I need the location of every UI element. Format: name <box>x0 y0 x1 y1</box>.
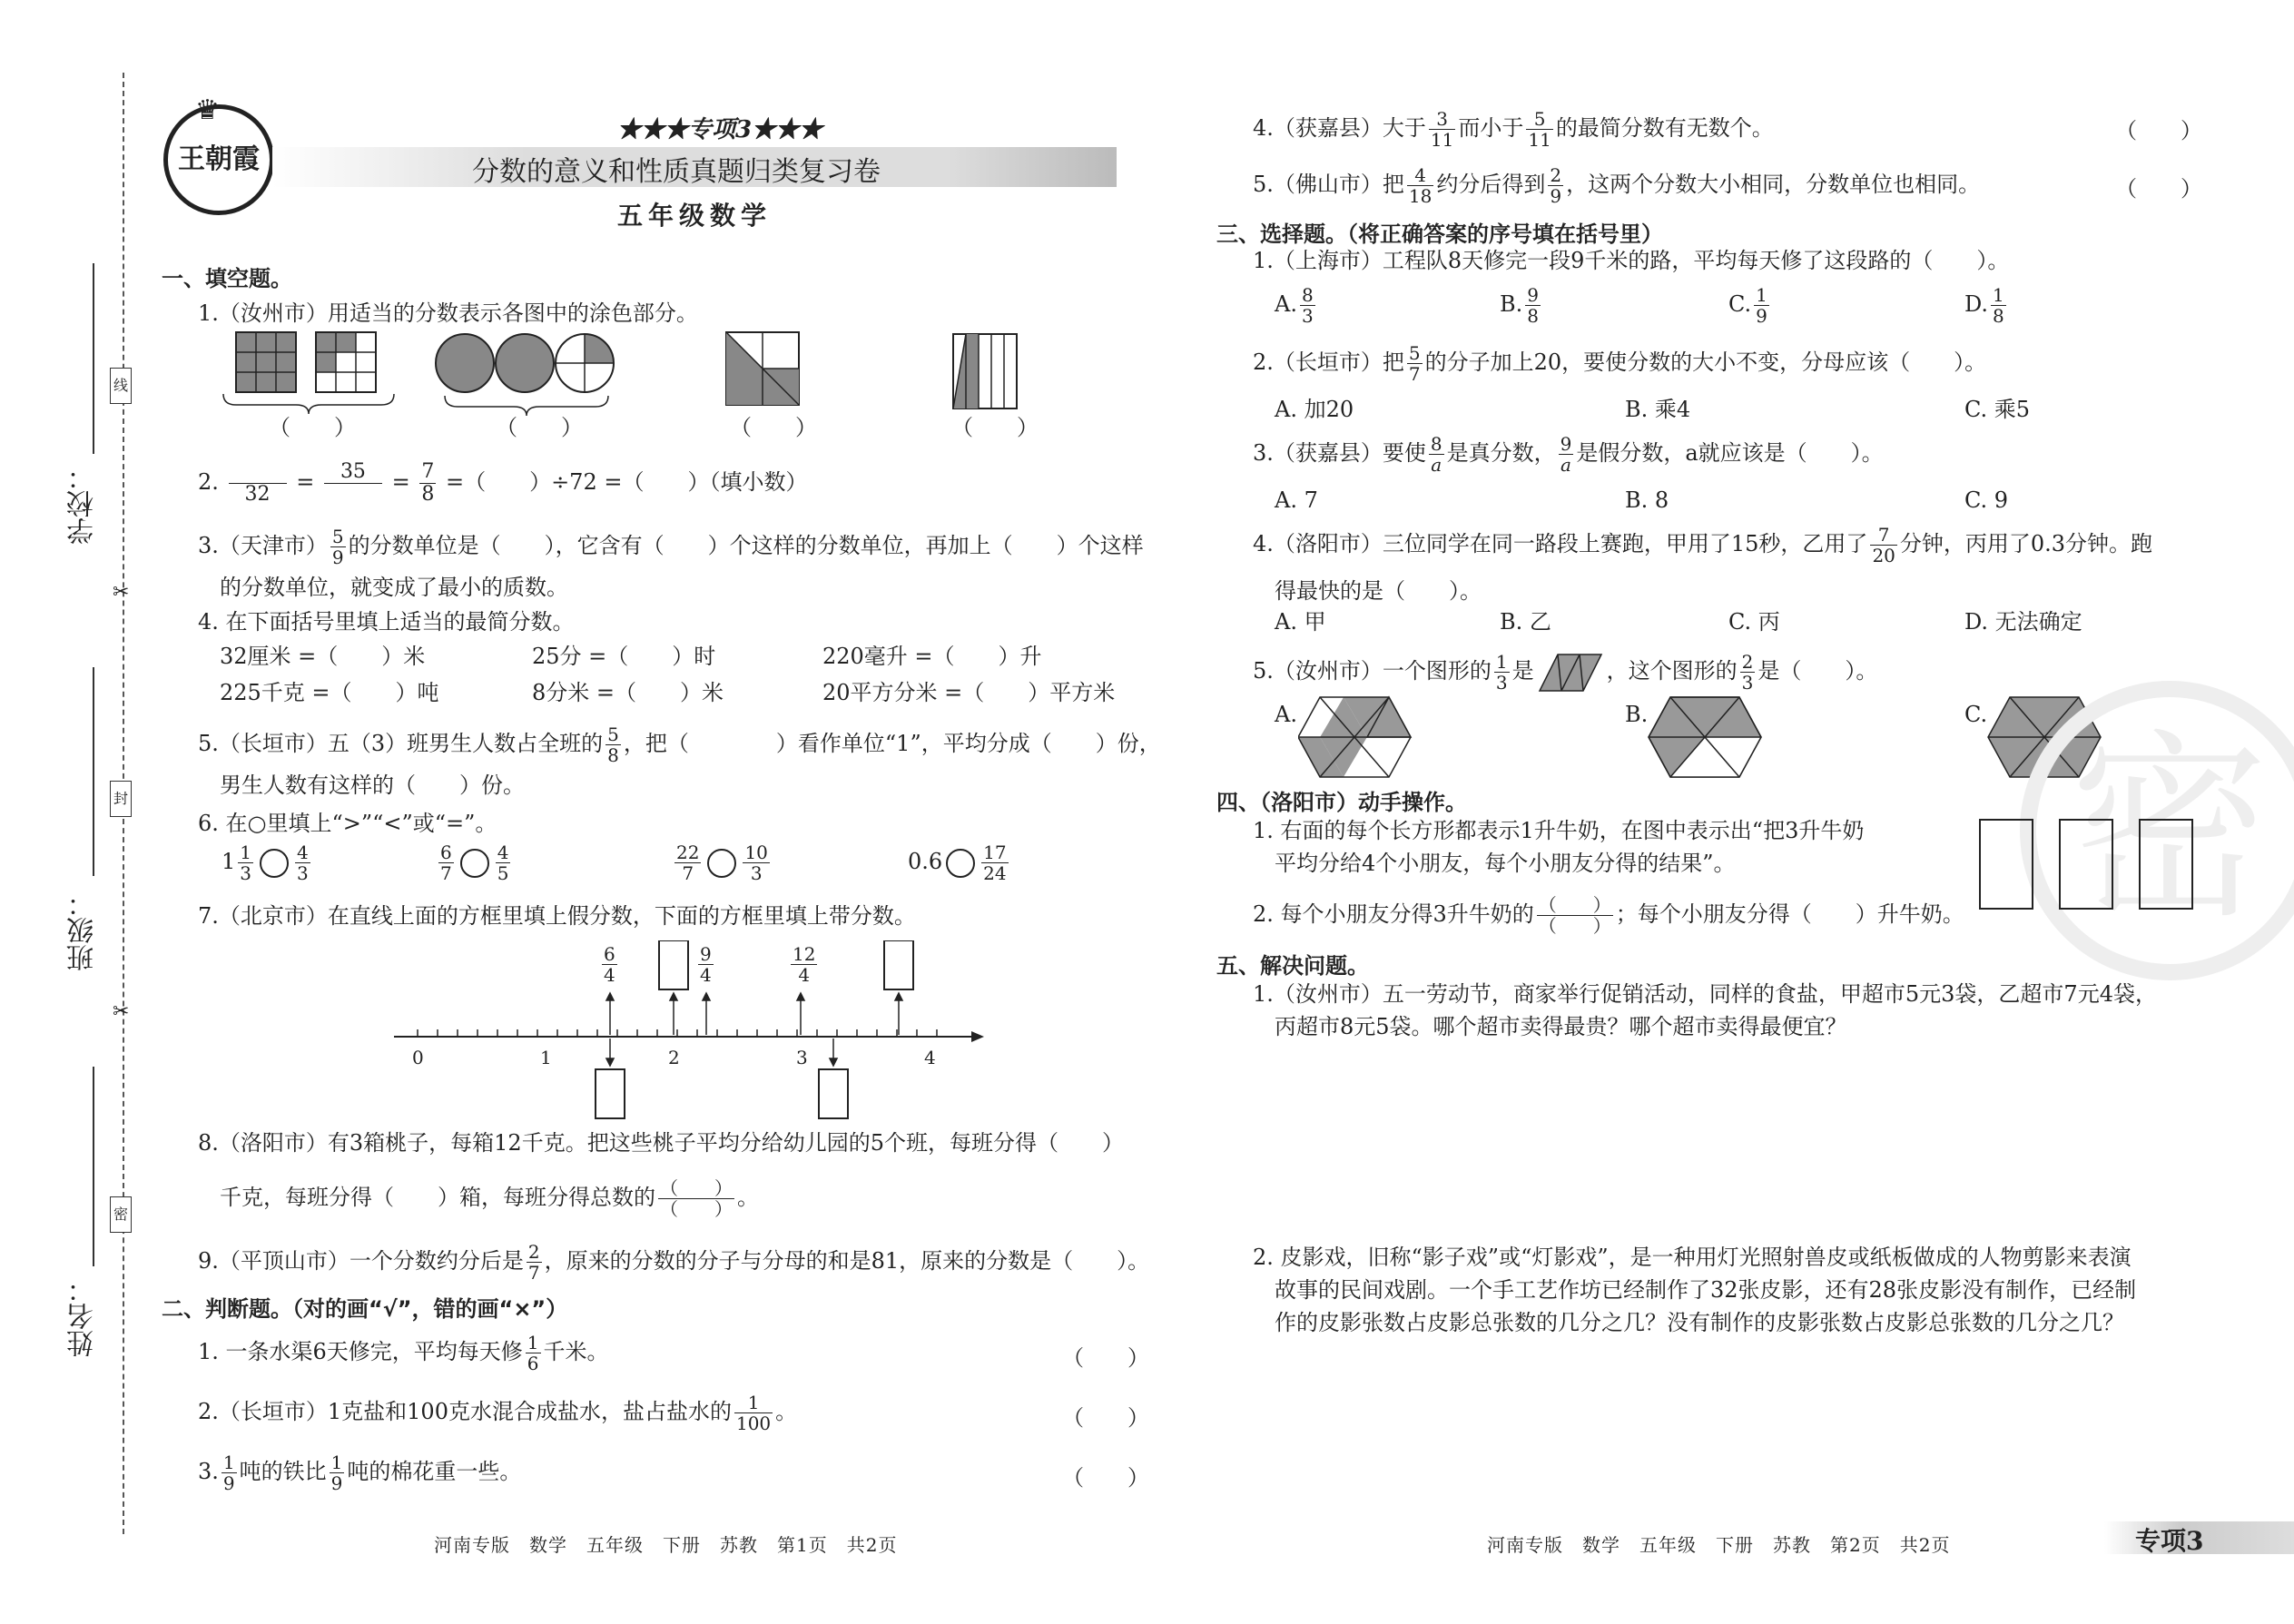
s4-q2: 2. 每个小朋友分得3升牛奶的 $\frac{( )}{( )}$ ；每个小朋友分得（ ）升牛奶。 <box>1253 894 1964 937</box>
s3-q5: 5.（汝州市）一个图形的 $\frac{1}{3}$ 是 ，这个图形的 $\frac{2}{3}$ 是（ ）。 <box>1253 651 1878 694</box>
s3-q2-opt-c[interactable]: C. 乘5 <box>1964 397 2031 422</box>
s1-q1-answer-b[interactable]: （ ） <box>496 415 583 440</box>
s2-q3-answer[interactable]: （ ） <box>1062 1465 1149 1491</box>
fig-bars <box>951 332 1024 414</box>
class-field[interactable] <box>93 667 94 876</box>
marker-secret: 密 <box>110 1196 132 1233</box>
s3-q5-opt-a-label[interactable]: A. <box>1275 702 1297 727</box>
s1-q1-answer-d[interactable]: （ ） <box>951 415 1039 440</box>
compare-circle[interactable] <box>946 849 975 878</box>
s5-q1-line2: 丙超市8元5袋。哪个超市卖得最贵？哪个超市卖得最便宜？ <box>1275 1014 1847 1039</box>
footer-right: 河南专版 数学 五年级 下册 苏教 第2页 共2页 <box>1487 1534 1951 1556</box>
s1-q7: 7.（北京市）在直线上面的方框里填上假分数，下面的方框里填上带分数。 <box>198 903 916 929</box>
section4-heading: 四、（洛阳市）动手操作。 <box>1216 790 1467 815</box>
s3-q3-opt-a[interactable]: A. 7 <box>1275 487 1318 513</box>
s1-q5: 5.（长垣市）五（3）班男生人数占全班的 $\frac{5}{8}$ ，把（ ）看作单位“1”，平均分成（ ）份， <box>198 723 1161 766</box>
scissors-icon: ✂ <box>113 581 130 604</box>
marker-line: 线 <box>110 368 132 404</box>
s1-q6-item-2: $\frac{6}{7}$ $\frac{4}{5}$ <box>440 842 509 884</box>
s3-q1-opt-c[interactable]: C. $\frac{1}{9}$ <box>1728 284 1767 327</box>
s1-q2: 2. 32 = 35 = $\frac{7}{8}$ =（ ）÷72 =（ ）（填小数） <box>198 460 808 506</box>
scissors-icon: ✂ <box>113 1000 130 1023</box>
s3-q2-opt-b[interactable]: B. 乘4 <box>1625 397 1691 422</box>
s1-q6-item-3: $\frac{22}{7}$ $\frac{10}{3}$ <box>676 842 768 884</box>
s4-q1: 1. 右面的每个长方形都表示1升牛奶，在图中表示出“把3升牛奶 <box>1253 818 1865 843</box>
footer-left: 河南专版 数学 五年级 下册 苏教 第1页 共2页 <box>434 1534 898 1556</box>
s1-q7-tick-4: 4 <box>924 1047 936 1068</box>
s3-q1: 1.（上海市）工程队8天修完一段9千米的路，平均每天修了这段路的（ ）。 <box>1253 248 2010 273</box>
fig-circles <box>436 334 614 416</box>
logo-crown-icon: ♛ <box>195 94 220 126</box>
s1-q6-item-4: 0.6 $\frac{17}{24}$ <box>908 842 1007 884</box>
s2-q4: 4.（获嘉县）大于 $\frac{3}{11}$ 而小于 $\frac{5}{11}$ 的最简分数有无数个。 <box>1253 108 1774 151</box>
s1-q4-item-4: 225千克 =（ ）吨 <box>220 680 439 705</box>
page-subtitle: 五年级数学 <box>617 201 773 231</box>
s5-q2-answer-area[interactable] <box>1253 1349 2197 1503</box>
s1-q4-item-3: 220毫升 =（ ）升 <box>822 644 1042 669</box>
s1-q4: 4. 在下面括号里填上适当的最简分数。 <box>198 609 575 635</box>
s3-q4-opt-d[interactable]: D. 无法确定 <box>1964 609 2082 635</box>
s3-q5-opt-c-label[interactable]: C. <box>1964 702 1988 727</box>
s3-q3: 3.（获嘉县）要使 $\frac{8}{a}$ 是真分数， $\frac{9}{a}$ 是假分数，a就应该是（ ）。 <box>1253 433 1884 476</box>
name-field[interactable] <box>93 1067 94 1266</box>
s1-q1: 1.（汝州市）用适当的分数表示各图中的涂色部分。 <box>198 300 698 326</box>
s4-q1-line2: 平均分给4个小朋友，每个小朋友分得的结果”。 <box>1275 851 1736 876</box>
s5-q1: 1.（汝州市）五一劳动节，商家举行促销活动，同样的食盐，甲超市5元3袋，乙超市7元4袋， <box>1253 981 2157 1007</box>
s2-q4-answer[interactable]: （ ） <box>2115 118 2202 143</box>
section2-heading: 二、判断题。（对的画“√”，错的画“×”） <box>162 1296 568 1322</box>
s5-q2: 2. 皮影戏，旧称“影子戏”或“灯影戏”，是一种用灯光照射兽皮或纸板做成的人物剪影来表演 <box>1253 1245 2132 1270</box>
s3-q2-opt-a[interactable]: A. 加20 <box>1275 397 1354 422</box>
s1-q7-label-3: $\frac{12}{4}$ <box>793 943 816 986</box>
school-field[interactable] <box>93 263 94 454</box>
s1-q6: 6. 在○里填上“>”“<”或“=”。 <box>198 811 497 836</box>
section5-heading: 五、解决问题。 <box>1216 953 1369 979</box>
s1-q4-item-1: 32厘米 =（ ）米 <box>220 644 426 669</box>
s3-q4-line2: 得最快的是（ ）。 <box>1275 578 1482 604</box>
milk-rect-2[interactable] <box>2059 819 2113 910</box>
answer-box-bottom-1[interactable] <box>596 1069 625 1118</box>
s2-q3: 3. $\frac{1}{9}$ 吨的铁比 $\frac{1}{9}$ 吨的棉花重一些。 <box>198 1452 522 1494</box>
page-title: 分数的意义和性质真题归类复习卷 <box>472 156 881 188</box>
s3-q2: 2.（长垣市）把 $\frac{5}{7}$ 的分子加上20，要使分数的大小不变，分母应该（ ）。 <box>1253 342 1987 385</box>
logo <box>163 94 274 215</box>
s2-q2-answer[interactable]: （ ） <box>1062 1405 1149 1431</box>
s3-q4-opt-b[interactable]: B. 乙 <box>1500 609 1551 635</box>
section3-heading: 三、选择题。（将正确答案的序号填在括号里） <box>1216 221 1663 247</box>
answer-box-top-2[interactable] <box>884 940 913 989</box>
name-label: 姓名： <box>67 1275 99 1357</box>
s1-q7-tick-2: 2 <box>668 1047 680 1068</box>
fig-triangle-square <box>726 332 799 405</box>
s1-q5-line2: 男生人数有这样的（ ）份。 <box>220 773 525 798</box>
class-label: 班级： <box>67 890 99 971</box>
s1-q4-item-6: 20平方分米 =（ ）平方米 <box>822 680 1116 705</box>
hexagon-b <box>1649 697 1761 777</box>
s3-q1-opt-b[interactable]: B. $\frac{9}{8}$ <box>1500 284 1539 327</box>
fig-squares <box>223 332 394 414</box>
compare-circle[interactable] <box>707 849 736 878</box>
s2-q5: 5.（佛山市）把 $\frac{4}{18}$ 约分后得到 $\frac{2}{9}$ ，这两个分数大小相同，分数单位也相同。 <box>1253 164 1981 207</box>
s1-q7-label-2: $\frac{9}{4}$ <box>700 943 712 986</box>
compare-circle[interactable] <box>460 849 489 878</box>
s1-q4-item-2: 25分 =（ ）时 <box>532 644 716 669</box>
s1-q7-number-line <box>381 940 999 1122</box>
section1-heading: 一、填空题。 <box>162 266 292 291</box>
parallelogram-icon <box>1538 653 1603 693</box>
milk-rect-3[interactable] <box>2139 819 2193 910</box>
s3-q1-opt-d[interactable]: D. $\frac{1}{8}$ <box>1964 284 2004 327</box>
s1-q1-answer-c[interactable]: （ ） <box>730 415 817 440</box>
s1-q7-tick-3: 3 <box>796 1047 808 1068</box>
s1-q3: 3.（天津市） $\frac{5}{9}$ 的分数单位是（ ），它含有（ ）个这样的分数单位，再加上（ ）个这样 <box>198 526 1144 568</box>
s1-q8-line2: 千克，每班分得（ ）箱，每班分得总数的 $\frac{( )}{( )}$ 。 <box>220 1177 759 1220</box>
s1-q6-item-1: 1 $\frac{1}{3}$ $\frac{4}{3}$ <box>222 842 309 884</box>
s1-q7-tick-1: 1 <box>540 1047 552 1068</box>
compare-circle[interactable] <box>260 849 289 878</box>
s2-q5-answer[interactable]: （ ） <box>2115 176 2202 202</box>
footer-tab: 专项3 <box>2135 1526 2204 1556</box>
s1-q7-label-1: $\frac{6}{4}$ <box>604 943 615 986</box>
s1-q1-answer-a[interactable]: （ ） <box>269 415 356 440</box>
s3-q5-hexagons <box>1298 695 2115 779</box>
s1-q4-item-5: 8分米 =（ ）米 <box>532 680 724 705</box>
hexagon-a <box>1298 697 1411 777</box>
series-label: ★★★专项3★★★ <box>617 116 823 143</box>
s3-q3-opt-c[interactable]: C. 9 <box>1964 487 2009 513</box>
s5-q1-answer-area[interactable] <box>1253 1053 2197 1235</box>
s1-q3-line2: 的分数单位，就变成了最小的质数。 <box>220 575 568 600</box>
marker-seal: 封 <box>110 781 132 817</box>
s1-q9: 9.（平顶山市）一个分数约分后是 $\frac{2}{7}$ ，原来的分数的分子与分母的和是81，原来的分数是（ ）。 <box>198 1241 1150 1284</box>
s5-q2-line2: 故事的民间戏剧。一个手工艺作坊已经制作了32张皮影，还有28张皮影没有制作，已经制 <box>1275 1277 2137 1303</box>
s1-q1-figures <box>218 329 835 419</box>
s3-q4-opt-c[interactable]: C. 丙 <box>1728 609 1780 635</box>
s1-q8: 8.（洛阳市）有3箱桃子，每箱12千克。把这些桃子平均分给幼儿园的5个班，每班分得（ ） <box>198 1130 1124 1156</box>
s3-q4-opt-a[interactable]: A. 甲 <box>1275 609 1326 635</box>
s1-q7-tick-0: 0 <box>412 1047 424 1068</box>
s2-q2: 2.（长垣市）1克盐和100克水混合成盐水，盐占盐水的 $\frac{1}{100}$ 。 <box>198 1392 798 1434</box>
watermark-seal: 密 <box>2020 681 2294 980</box>
school-label: 学校： <box>67 463 99 545</box>
milk-rect-1[interactable] <box>1979 819 2033 910</box>
s3-q1-opt-a[interactable]: A. $\frac{8}{3}$ <box>1275 284 1314 327</box>
s2-q1-answer[interactable]: （ ） <box>1062 1345 1149 1371</box>
s5-q2-line3: 作的皮影张数占皮影总张数的几分之几？没有制作的皮影张数占皮影总张数的几分之几？ <box>1275 1310 2124 1335</box>
s3-q5-opt-b-label[interactable]: B. <box>1625 702 1649 727</box>
s3-q3-opt-b[interactable]: B. 8 <box>1625 487 1669 513</box>
s2-q1: 1. 一条水渠6天修完，平均每天修 $\frac{1}{6}$ 千米。 <box>198 1332 609 1374</box>
answer-box-top-1[interactable] <box>659 940 688 989</box>
s3-q4: 4.（洛阳市）三位同学在同一路段上赛跑，甲用了15秒，乙用了 $\frac{7}{20}$ 分钟，丙用了0.3分钟。跑 <box>1253 524 2153 566</box>
answer-box-bottom-2[interactable] <box>819 1069 848 1118</box>
logo-text: 王朝霞 <box>178 143 260 175</box>
